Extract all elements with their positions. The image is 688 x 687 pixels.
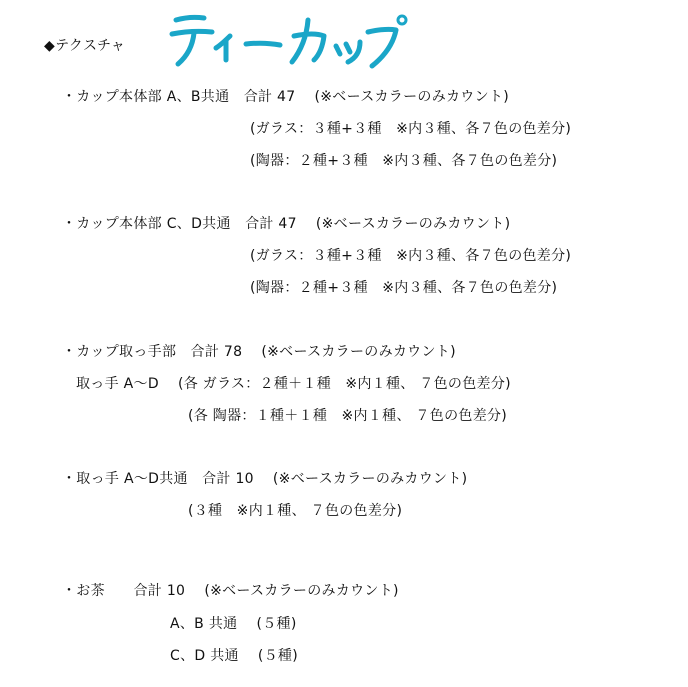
text-line: A、B 共通 (５種)	[170, 616, 297, 632]
text-line: (陶器：２種+３種 ※内３種、各７色の色差分)	[250, 153, 558, 169]
text-line: 取っ手 A～D (各 ガラス：２種＋１種 ※内１種、 ７色の色差分)	[76, 376, 511, 392]
texture-label: ◆テクスチャ	[44, 38, 126, 54]
text-line: ・カップ本体部 C、D共通 合計 47 (※ベースカラーのみカウント)	[62, 216, 511, 232]
text-line: (各 陶器：１種＋１種 ※内１種、 ７色の色差分)	[188, 408, 508, 424]
text-line: ・取っ手 A～D共通 合計 10 (※ベースカラーのみカウント)	[62, 471, 468, 487]
text-line: (３種 ※内１種、 ７色の色差分)	[188, 503, 403, 519]
text-line: C、D 共通 (５種)	[170, 648, 298, 664]
text-line: (ガラス：３種+３種 ※内３種、各７色の色差分)	[250, 121, 572, 137]
text-line: (陶器：２種+３種 ※内３種、各７色の色差分)	[250, 280, 558, 296]
text-line: ・お茶 合計 10 (※ベースカラーのみカウント)	[62, 583, 399, 599]
text-line: (ガラス：３種+３種 ※内３種、各７色の色差分)	[250, 248, 572, 264]
teacup-handwritten-logo	[168, 6, 408, 72]
text-line: ・カップ本体部 A、B共通 合計 47 (※ベースカラーのみカウント)	[62, 89, 509, 105]
text-line: ・カップ取っ手部 合計 78 (※ベースカラーのみカウント)	[62, 344, 456, 360]
